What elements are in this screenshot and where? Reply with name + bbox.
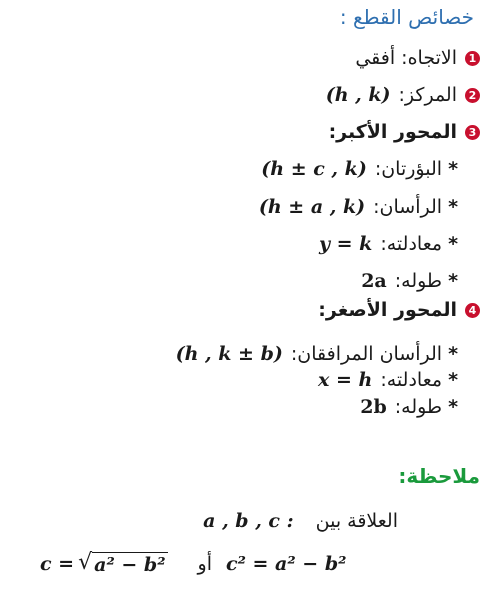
major-eq-math: y = k: [318, 233, 373, 255]
covertices-math: (h , k ± b): [175, 343, 283, 365]
item-covertices: [176, 341, 458, 367]
radicand: a² − b²: [94, 554, 166, 576]
page-title: خصائص القطع :: [339, 5, 474, 29]
star-icon: *: [448, 270, 458, 292]
item-minor-length: [360, 394, 458, 420]
vertices-math: (h ± a , k): [258, 196, 366, 218]
item-minor-axis: [318, 297, 480, 323]
minor-len-label: طوله:: [394, 396, 443, 418]
note-relation: [203, 508, 398, 534]
direction-label: الاتجاه: أفقي: [355, 47, 457, 69]
bullet-1-icon: 1: [465, 51, 480, 66]
formula-c-squared: c² = a² − b²: [226, 553, 347, 575]
item-center: [326, 82, 480, 108]
bullet-3-icon: 3: [465, 125, 480, 140]
center-label: المركز:: [398, 84, 457, 106]
minor-eq-label: معادلته:: [380, 369, 443, 391]
minor-eq-math: x = h: [318, 369, 373, 391]
major-eq-label: معادلته:: [380, 233, 443, 255]
center-math: (h , k): [325, 84, 391, 106]
bullet-2-icon: 2: [465, 88, 480, 103]
foci-label: البؤرتان:: [374, 158, 443, 180]
covertices-label: الرأسان المرافقان:: [290, 343, 443, 365]
item-vertices: [259, 194, 458, 220]
minor-heading: المحور الأصغر:: [318, 299, 457, 321]
or-word: أو: [197, 553, 212, 575]
star-icon: *: [448, 343, 458, 365]
star-icon: *: [448, 158, 458, 180]
relation-formula: [40, 552, 346, 576]
sqrt-icon: √: [78, 550, 93, 575]
major-len-label: طوله:: [394, 270, 443, 292]
relation-vars: a , b , c :: [203, 510, 294, 532]
star-icon: *: [448, 196, 458, 218]
item-major-length: [361, 268, 458, 294]
major-len-math: 2a: [361, 270, 387, 292]
star-icon: *: [448, 396, 458, 418]
item-direction: [355, 45, 480, 71]
bullet-4-icon: 4: [465, 303, 480, 318]
relation-label: العلاقة بين: [315, 510, 398, 532]
item-major-axis: [329, 119, 480, 145]
sqrt-expression: [78, 552, 167, 576]
note-heading: ملاحظة:: [398, 464, 480, 488]
minor-len-math: 2b: [360, 396, 387, 418]
vertices-label: الرأسان:: [373, 196, 443, 218]
item-foci: [261, 156, 458, 182]
item-major-equation: [319, 231, 458, 257]
foci-math: (h ± c , k): [261, 158, 367, 180]
star-icon: *: [448, 369, 458, 391]
item-minor-equation: [318, 367, 458, 393]
star-icon: *: [448, 233, 458, 255]
major-heading: المحور الأكبر:: [328, 121, 457, 143]
formula-c-label: c =: [40, 553, 75, 575]
